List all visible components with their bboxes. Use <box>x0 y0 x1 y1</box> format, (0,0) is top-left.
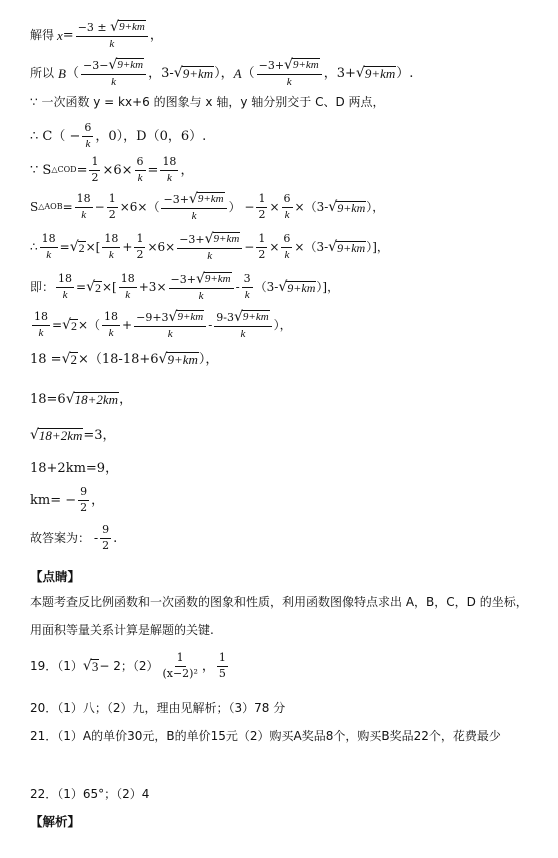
sqrt: √ 9+km <box>195 271 231 287</box>
text: 2 <box>258 207 266 221</box>
text: 2 <box>258 247 266 261</box>
text: −9+3 <box>136 311 169 324</box>
text: - <box>208 318 213 333</box>
fraction <box>242 273 253 301</box>
text: 18 <box>56 273 74 288</box>
text: 2 <box>95 281 101 296</box>
text: k <box>207 249 213 262</box>
text: k <box>166 171 172 184</box>
text: ×（18-18+6 <box>78 351 159 367</box>
text: ）， <box>273 318 292 333</box>
km-result-line <box>30 486 104 514</box>
text: = <box>62 27 74 43</box>
text: k <box>81 208 87 221</box>
text: 2 <box>102 538 110 552</box>
text: 9 <box>78 486 89 501</box>
text: ） − <box>228 200 255 215</box>
fraction <box>119 273 137 301</box>
sqrt: √ 9+km <box>328 239 366 256</box>
text: k <box>38 326 44 339</box>
text: ）]， <box>366 240 389 255</box>
text: 9+km <box>292 59 319 72</box>
fraction <box>257 58 322 88</box>
text: ×（3- <box>294 240 329 255</box>
text: − <box>244 240 255 255</box>
text: k <box>198 289 204 302</box>
fraction <box>81 58 146 88</box>
subscript: △COD <box>51 165 77 175</box>
sqrt: √ 9+km <box>278 279 316 296</box>
area-cod-line <box>30 156 193 184</box>
text: ×[ <box>85 240 101 255</box>
sqrt: √ 2 <box>69 239 85 256</box>
text: 9+km <box>364 66 396 82</box>
text: +3× <box>138 280 167 295</box>
answer-22: 22．（1）65°；（2）4 <box>30 787 150 801</box>
text: 18 = <box>30 351 62 367</box>
var-A: A <box>233 65 242 81</box>
text: ×（3- <box>294 200 329 215</box>
fraction <box>102 311 120 339</box>
text: ）， <box>214 65 234 81</box>
sqrt: √ 3 <box>82 658 99 675</box>
text: . <box>113 530 118 546</box>
text: 5 <box>218 666 226 680</box>
text: 18 <box>40 233 58 248</box>
text: = <box>76 280 87 295</box>
text: × <box>269 200 280 215</box>
equation-line-1 <box>30 232 389 262</box>
text: 18 <box>32 311 50 326</box>
var-x: x <box>57 27 63 43</box>
text: k <box>240 327 246 340</box>
fraction <box>100 524 111 552</box>
text: = <box>59 240 70 255</box>
text: S <box>30 200 39 215</box>
text: 1 <box>175 652 186 667</box>
text: 1 <box>217 652 228 667</box>
text: 18 <box>160 156 178 171</box>
fraction <box>256 233 267 261</box>
text: − 2；（2） <box>99 659 159 674</box>
linear-function-line: ∵ 一次函数 y = kx+6 的图象与 x 轴，y 轴分别交于 C、D 两点， <box>30 95 385 109</box>
text: 18 <box>102 233 120 248</box>
text: 18 <box>75 193 93 208</box>
text: 9+km <box>287 281 316 296</box>
text: ×6×（ <box>119 200 160 215</box>
text: 所以 <box>30 66 55 81</box>
var-B: B <box>58 65 66 81</box>
points-CD-line <box>30 122 206 150</box>
text: =3， <box>83 427 116 443</box>
text: × <box>269 240 280 255</box>
text: - <box>235 280 240 295</box>
text: = <box>62 200 73 215</box>
sqrt: √ 9+km <box>204 231 240 247</box>
text: 3 <box>91 659 99 675</box>
sqrt: √ 9+km <box>110 19 145 35</box>
fraction <box>56 273 74 301</box>
fraction <box>214 310 271 340</box>
equation-line-6 <box>30 428 116 442</box>
text: + <box>122 240 133 255</box>
text: k <box>137 171 143 184</box>
answer-20: 20．（1）八；（2）九，理由见解析；（3）78 分 <box>30 701 286 715</box>
text: 2 <box>136 247 144 261</box>
text: k <box>284 208 290 221</box>
text: 3 <box>242 273 253 288</box>
sqrt: √ 9+km <box>234 309 269 325</box>
sqrt: √ 2 <box>86 279 101 296</box>
fraction <box>177 232 242 262</box>
text: （3- <box>254 280 279 295</box>
text: 6 <box>281 233 292 248</box>
text: ×6× <box>147 240 176 255</box>
equation-line-2 <box>30 272 339 302</box>
text: −3+ <box>258 59 285 72</box>
text: −3+ <box>163 193 189 206</box>
text: （ <box>65 65 79 81</box>
text: ， <box>149 27 163 43</box>
sqrt: √ 9+km <box>108 57 144 73</box>
text: 9 <box>100 524 111 539</box>
text: k <box>62 288 68 301</box>
sqrt: √ 18+2km <box>30 427 83 443</box>
answer-19 <box>30 652 230 680</box>
text: k <box>284 248 290 261</box>
text: ，0），D（0，6）. <box>95 128 207 144</box>
fraction <box>107 193 118 221</box>
text: 2 <box>80 500 88 514</box>
analysis-heading: 【解析】 <box>30 814 81 829</box>
sqrt: √ 2 <box>61 351 77 367</box>
text: 1 <box>89 156 100 171</box>
text: 9+km <box>177 311 204 324</box>
fraction <box>89 156 100 184</box>
text: 9+km <box>242 311 269 324</box>
fraction <box>169 272 234 302</box>
text: ）， <box>198 351 219 367</box>
fraction <box>161 192 226 222</box>
sqrt: √ 9+km <box>328 199 366 216</box>
sqrt: √ 9+km <box>355 65 396 82</box>
text: ， <box>91 492 105 508</box>
text: 9+km <box>213 233 240 246</box>
area-aob-line <box>30 192 384 222</box>
text: k <box>109 37 115 50</box>
fraction <box>134 310 206 340</box>
text: 解得 <box>30 28 55 43</box>
text: （ <box>241 65 255 81</box>
text: ×（ <box>77 318 101 333</box>
text: k <box>125 288 131 301</box>
fraction <box>76 20 148 50</box>
equation-line-4 <box>30 352 218 366</box>
equation-line-7: 18+2km=9， <box>30 461 119 476</box>
text: k <box>46 248 52 261</box>
text: 2 <box>91 170 99 184</box>
text: 1 <box>107 193 118 208</box>
text: 1 <box>134 233 145 248</box>
text: 即： <box>30 280 55 295</box>
text: 6 <box>135 156 146 171</box>
text: k <box>286 75 292 88</box>
text: ， <box>201 658 215 674</box>
fraction <box>40 233 58 261</box>
text: ， <box>119 391 133 407</box>
text: 9+km <box>337 241 366 256</box>
text: 2 <box>78 241 85 256</box>
text: 9+km <box>197 193 224 206</box>
text: ∴ <box>30 240 38 255</box>
text: 1 <box>256 193 267 208</box>
text: 18+2km <box>74 392 119 407</box>
fraction <box>102 233 120 261</box>
text: = <box>147 162 159 178</box>
text: 2 <box>70 319 77 334</box>
fraction <box>134 233 145 261</box>
sqrt: √ 9+km <box>168 309 204 325</box>
text: 9+km <box>119 21 145 34</box>
subscript: △AOB <box>38 202 63 212</box>
sqrt: √ 2 <box>62 317 77 334</box>
text: = <box>52 318 63 333</box>
text: 9+km <box>204 273 231 286</box>
fraction <box>217 652 228 680</box>
text: 9+km <box>167 352 198 367</box>
fraction <box>281 233 292 261</box>
fraction <box>160 652 199 680</box>
text: k <box>244 288 250 301</box>
fraction <box>282 193 293 221</box>
text: k <box>191 209 197 222</box>
text: 6 <box>282 193 293 208</box>
text: km= − <box>30 492 77 508</box>
comment-heading: 【点睛】 <box>30 569 81 584</box>
text: k <box>167 327 173 340</box>
comment-text: 本题考查反比例函数和一次函数的图象和性质，利用函数图像特点求出 A，B，C，D 的坐标，用面积等量关系计算是解题的关键. <box>30 595 528 637</box>
text: = <box>76 162 88 178</box>
fraction <box>78 486 89 514</box>
text: 6 <box>82 122 93 137</box>
text: −3+ <box>170 273 196 286</box>
fraction <box>75 193 93 221</box>
fraction <box>160 156 178 184</box>
text: ×[ <box>102 280 117 295</box>
solve-x-line <box>30 20 163 50</box>
text: 1 <box>256 233 267 248</box>
text: 18 <box>119 273 137 288</box>
text: ∴ C（ − <box>30 128 81 144</box>
fraction <box>82 122 93 150</box>
text: − <box>94 200 105 215</box>
fraction <box>32 311 50 339</box>
text: ， <box>180 162 194 178</box>
equation-line-5 <box>30 392 132 406</box>
text: ）]， <box>316 280 340 295</box>
text: k <box>85 137 91 150</box>
text: (x−2)² <box>162 666 198 680</box>
points-AB-line <box>30 58 413 88</box>
sqrt: √ 9+km <box>188 191 224 207</box>
text: + <box>122 318 133 333</box>
text: ，3- <box>148 65 174 81</box>
answer-21: 21．（1）A的单价30元，B的单价15元（2）购买A奖品8个，购买B奖品22个，花费最少 <box>30 729 501 743</box>
text: 18 <box>102 311 120 326</box>
text: −3 ± <box>77 21 111 34</box>
text: ）， <box>366 200 385 215</box>
text: −3+ <box>179 233 205 246</box>
text: ×6× <box>102 162 133 178</box>
text: 19．（1） <box>30 659 83 674</box>
equation-line-3 <box>30 310 292 340</box>
text: 9+km <box>337 201 366 216</box>
text: 2 <box>108 207 116 221</box>
text: 故答案为： - <box>30 531 99 546</box>
sqrt: √ 9+km <box>173 65 214 82</box>
answer-line <box>30 524 117 552</box>
text: ，3+ <box>323 65 356 81</box>
text: 2 <box>70 352 77 367</box>
sqrt: √ 9+km <box>284 57 319 73</box>
text: 9+km <box>117 59 144 72</box>
fraction <box>135 156 146 184</box>
text: k <box>108 326 114 339</box>
text: 18+2km <box>38 428 83 443</box>
sqrt: √ 9+km <box>158 351 198 367</box>
text: 9-3 <box>216 311 234 324</box>
text: k <box>111 75 116 88</box>
text: 9+km <box>182 66 214 82</box>
text: ）. <box>396 65 414 81</box>
fraction <box>256 193 267 221</box>
sqrt: √ 18+2km <box>65 391 119 407</box>
text: k <box>108 248 114 261</box>
text: 18=6 <box>30 391 66 407</box>
text: −3− <box>82 59 109 72</box>
text: ∵ S <box>30 162 52 178</box>
